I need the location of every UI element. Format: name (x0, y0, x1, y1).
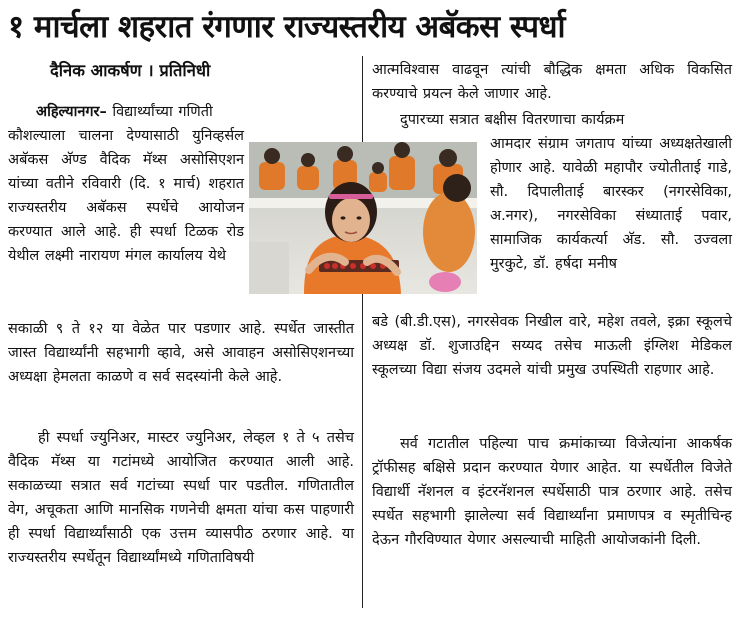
paragraph-3: आत्मविश्वास वाढवून त्यांची बौद्धिक क्षमता अधिक विकसित करण्याचे प्रयत्न केले जाणार आहे. (372, 62, 732, 102)
paragraph-4-continued: बडे (बी.डी.एस), नगरसेवक निखील वारे, महेश तवले, इक्रा स्कूलचे अध्यक्ष डॉ. शुजाउद्दिन सय्यद तसेच माऊली इंग्लिश मेडिकल स्कूलच्या विद्या संजय उदमले यांची प्रमुख उपस्थिती राहणार आहे. (372, 314, 732, 378)
byline: दैनिक आकर्षण । प्रतिनिधी (50, 61, 211, 80)
paragraph-1-opening-text: विद्यार्थ्यांच्या गणिती (112, 104, 213, 120)
paragraph-1-wrap: कौशल्याला चालना देण्यासाठी युनिव्हर्सल अबॅकस अ‍ॅण्ड वैदिक मॅथ्स असोसिएशन यांच्या वतीने रविवारी (दि. १ मार्च) शहरात राज्यस्तरीय अबॅकस स्पर्धेचे आयोजन करण्यात आले आहे. ही स्पर्धा टिळक रोड येथील लक्ष्मी नारायण मंगल कार्यालय येथे (8, 128, 244, 264)
paragraph-4-wrap: आमदार संग्राम जगताप यांच्या अध्यक्षतेखाली होणार आहे. यावेळी महापौर ज्योतीताई गाडे, सौ. दिपालीताई बारस्कर (नगरसेविका, अ.नगर), नगरसेविका संध्याताई पवार, सामाजिक कार्यकर्त्या अ‍ॅड. सौ. उज्वला मुरकुटे, डॉ. हर्षदा मनीष (490, 136, 732, 272)
photo-child-abacus (249, 142, 477, 294)
paragraph-5: सर्व गटातील पहिल्या पाच क्रमांकाच्या विजेत्यांना आकर्षक ट्रॉफीसह बक्षिसे प्रदान करण्यात येणार आहेत. या स्पर्धेतील विजेते विद्यार्थी नॅशनल व इंटरनॅशनल स्पर्धेसाठी पात्र ठरणार आहे. तसेच स्पर्धेत सहभागी झालेल्या सर्व विद्यार्थ्यांना प्रमाणपत्र व स्मृतीचिन्ह देऊन गौरविण्यात येणार असल्याची माहिती आयोजकांनी दिली. (372, 436, 732, 548)
paragraph-2: ही स्पर्धा ज्युनिअर, मास्टर ज्युनिअर, लेव्हल १ ते ५ तसेच वैदिक मॅथ्स या गटांमध्ये आयोजित करण्यात आली आहे. सकाळच्या सत्रात सर्व गटांच्या स्पर्धा पार पडतील. गणितातील वेग, अचूकता आणि मानसिक गणनेची क्षमता यांचा कस पाहणारी ही स्पर्धा विद्यार्थ्यांसाठी एक उत्तम व्यासपीठ ठरणार आहे. या राज्यस्तरीय स्पर्धेतून विद्यार्थ्यांमध्ये गणिताविषयी (8, 430, 354, 566)
headline: १ मार्चला शहरात रंगणार राज्यस्तरीय अबॅकस स्पर्धा (8, 9, 566, 45)
paragraph-1-continued: सकाळी ९ ते १२ या वेळेत पार पडणार आहे. स्पर्धेत जास्तीत जास्त विद्यार्थ्यांनी सहभागी व्हावे, असे आवाहन असोसिएशनच्या अध्यक्षा हेमलता काळणे व सर्व सदस्यांनी केले आहे. (8, 321, 354, 385)
column-divider (362, 56, 363, 608)
paragraph-1-opening (36, 100, 352, 124)
paragraph-4-opening: दुपारच्या सत्रात बक्षीस वितरणाचा कार्यक्रम (400, 112, 625, 128)
dateline: अहिल्यानगर– (36, 104, 107, 120)
